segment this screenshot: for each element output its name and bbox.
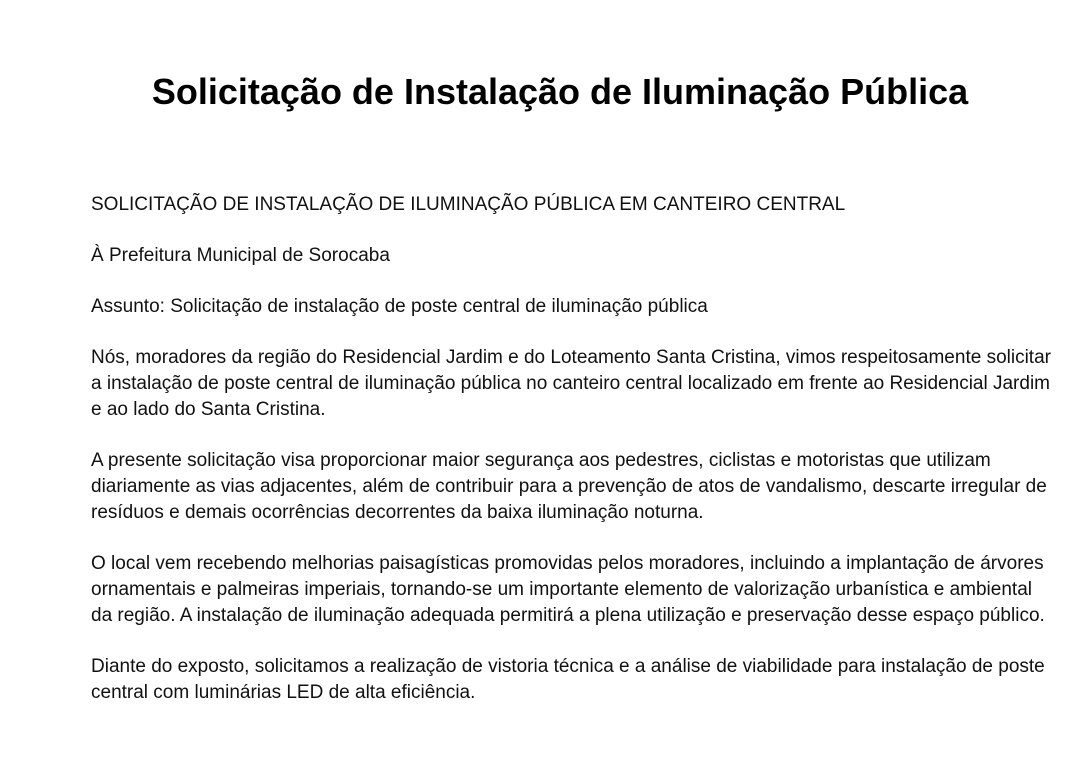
document-body [91,192,1051,706]
paragraph-purpose: A presente solicitação visa proporcionar maior segurança aos pedestres, ciclistas e motoristas que utilizam diariamente as vias adjacentes, além de contribuir para a prevenção de atos de vandalismo, descarte irregular de resíduos e demais ocorrências decorrentes da baixa iluminação noturna. [91,450,1047,523]
document-heading: SOLICITAÇÃO DE INSTALAÇÃO DE ILUMINAÇÃO PÚBLICA EM CANTEIRO CENTRAL [91,194,846,215]
document-title: Solicitação de Instalação de Iluminação Pública [151,71,969,112]
subject-line: Assunto: Solicitação de instalação de poste central de iluminação pública [91,296,708,317]
paragraph-context: O local vem recebendo melhorias paisagísticas promovidas pelos moradores, incluindo a implantação de árvores ornamentais e palmeiras imperiais, tornando-se um importante elemento de valorização urbanística e ambiental da região. A instalação de iluminação adequada permitirá a plena utilização e preservação desse espaço público. [91,553,1045,626]
recipient-line: À Prefeitura Municipal de Sorocaba [91,245,390,266]
paragraph-request: Nós, moradores da região do Residencial Jardim e do Loteamento Santa Cristina, vimos respeitosamente solicitar a instalação de poste central de iluminação pública no canteiro central localizado em frente ao Residencial Jardim e ao lado do Santa Cristina. [91,347,1051,420]
paragraph-conclusion: Diante do exposto, solicitamos a realização de vistoria técnica e a análise de viabilidade para instalação de poste central com luminárias LED de alta eficiência. [91,656,1045,703]
